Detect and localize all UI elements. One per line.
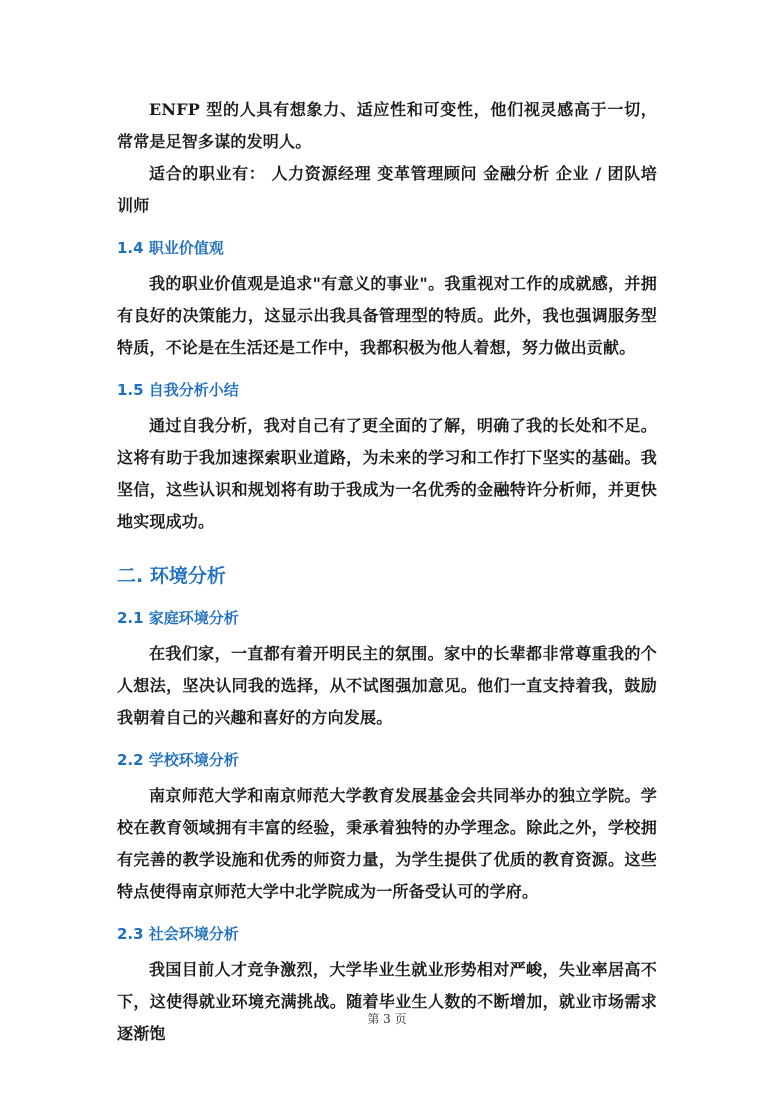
- heading-2-2: 2.2 学校环境分析: [117, 751, 239, 769]
- page-content: [117, 94, 657, 1050]
- intro-paragraph-mbti: ENFP 型的人具有想象力、适应性和可变性，他们视灵感高于一切，常常是足智多谋的发明人。: [117, 100, 657, 151]
- paragraph-family-environment: 在我们家，一直都有着开明民主的氛围。家中的长辈都非常尊重我的个人想法，坚决认同我的选择，从不试图强加意见。他们一直支持着我，鼓励我朝着自己的兴趣和喜好的方向发展。: [117, 644, 657, 727]
- heading-section-2: 二. 环境分析: [117, 565, 226, 587]
- paragraph-school-environment: 南京师范大学和南京师范大学教育发展基金会共同举办的独立学院。学校在教育领域拥有丰富的经验，秉承着独特的办学理念。除此之外，学校拥有完善的教学设施和优秀的师资力量，为学生提供了优质的教育资源。这些特点使得南京师范大学中北学院成为一所备受认可的学府。: [117, 786, 657, 901]
- paragraph-self-analysis-summary: 通过自我分析，我对自己有了更全面的了解，明确了我的长处和不足。这将有助于我加速探索职业道路，为未来的学习和工作打下坚实的基础。我坚信，这些认识和规划将有助于我成为一名优秀的金融特许分析师，并更快地实现成功。: [117, 416, 657, 531]
- page-number: 第 3 页: [367, 1012, 407, 1026]
- heading-2-1: 2.1 家庭环境分析: [117, 609, 239, 627]
- heading-2-3: 2.3 社会环境分析: [117, 925, 239, 943]
- heading-1-5: 1.5 自我分析小结: [117, 381, 239, 399]
- heading-1-4: 1.4 职业价值观: [117, 239, 224, 257]
- paragraph-social-environment: 我国目前人才竞争激烈，大学毕业生就业形势相对严峻，失业率居高不下，这使得就业环境充满挑战。随着毕业生人数的不断增加，就业市场需求逐渐饱: [117, 960, 657, 1043]
- paragraph-career-values: 我的职业价值观是追求"有意义的事业"。我重视对工作的成就感，并拥有良好的决策能力，这显示出我具备管理型的特质。此外，我也强调服务型特质，不论是在生活还是工作中，我都积极为他人着想，努力做出贡献。: [117, 274, 657, 357]
- intro-paragraph-careers: 适合的职业有： 人力资源经理 变革管理顾问 金融分析 企业 / 团队培训师: [117, 164, 657, 215]
